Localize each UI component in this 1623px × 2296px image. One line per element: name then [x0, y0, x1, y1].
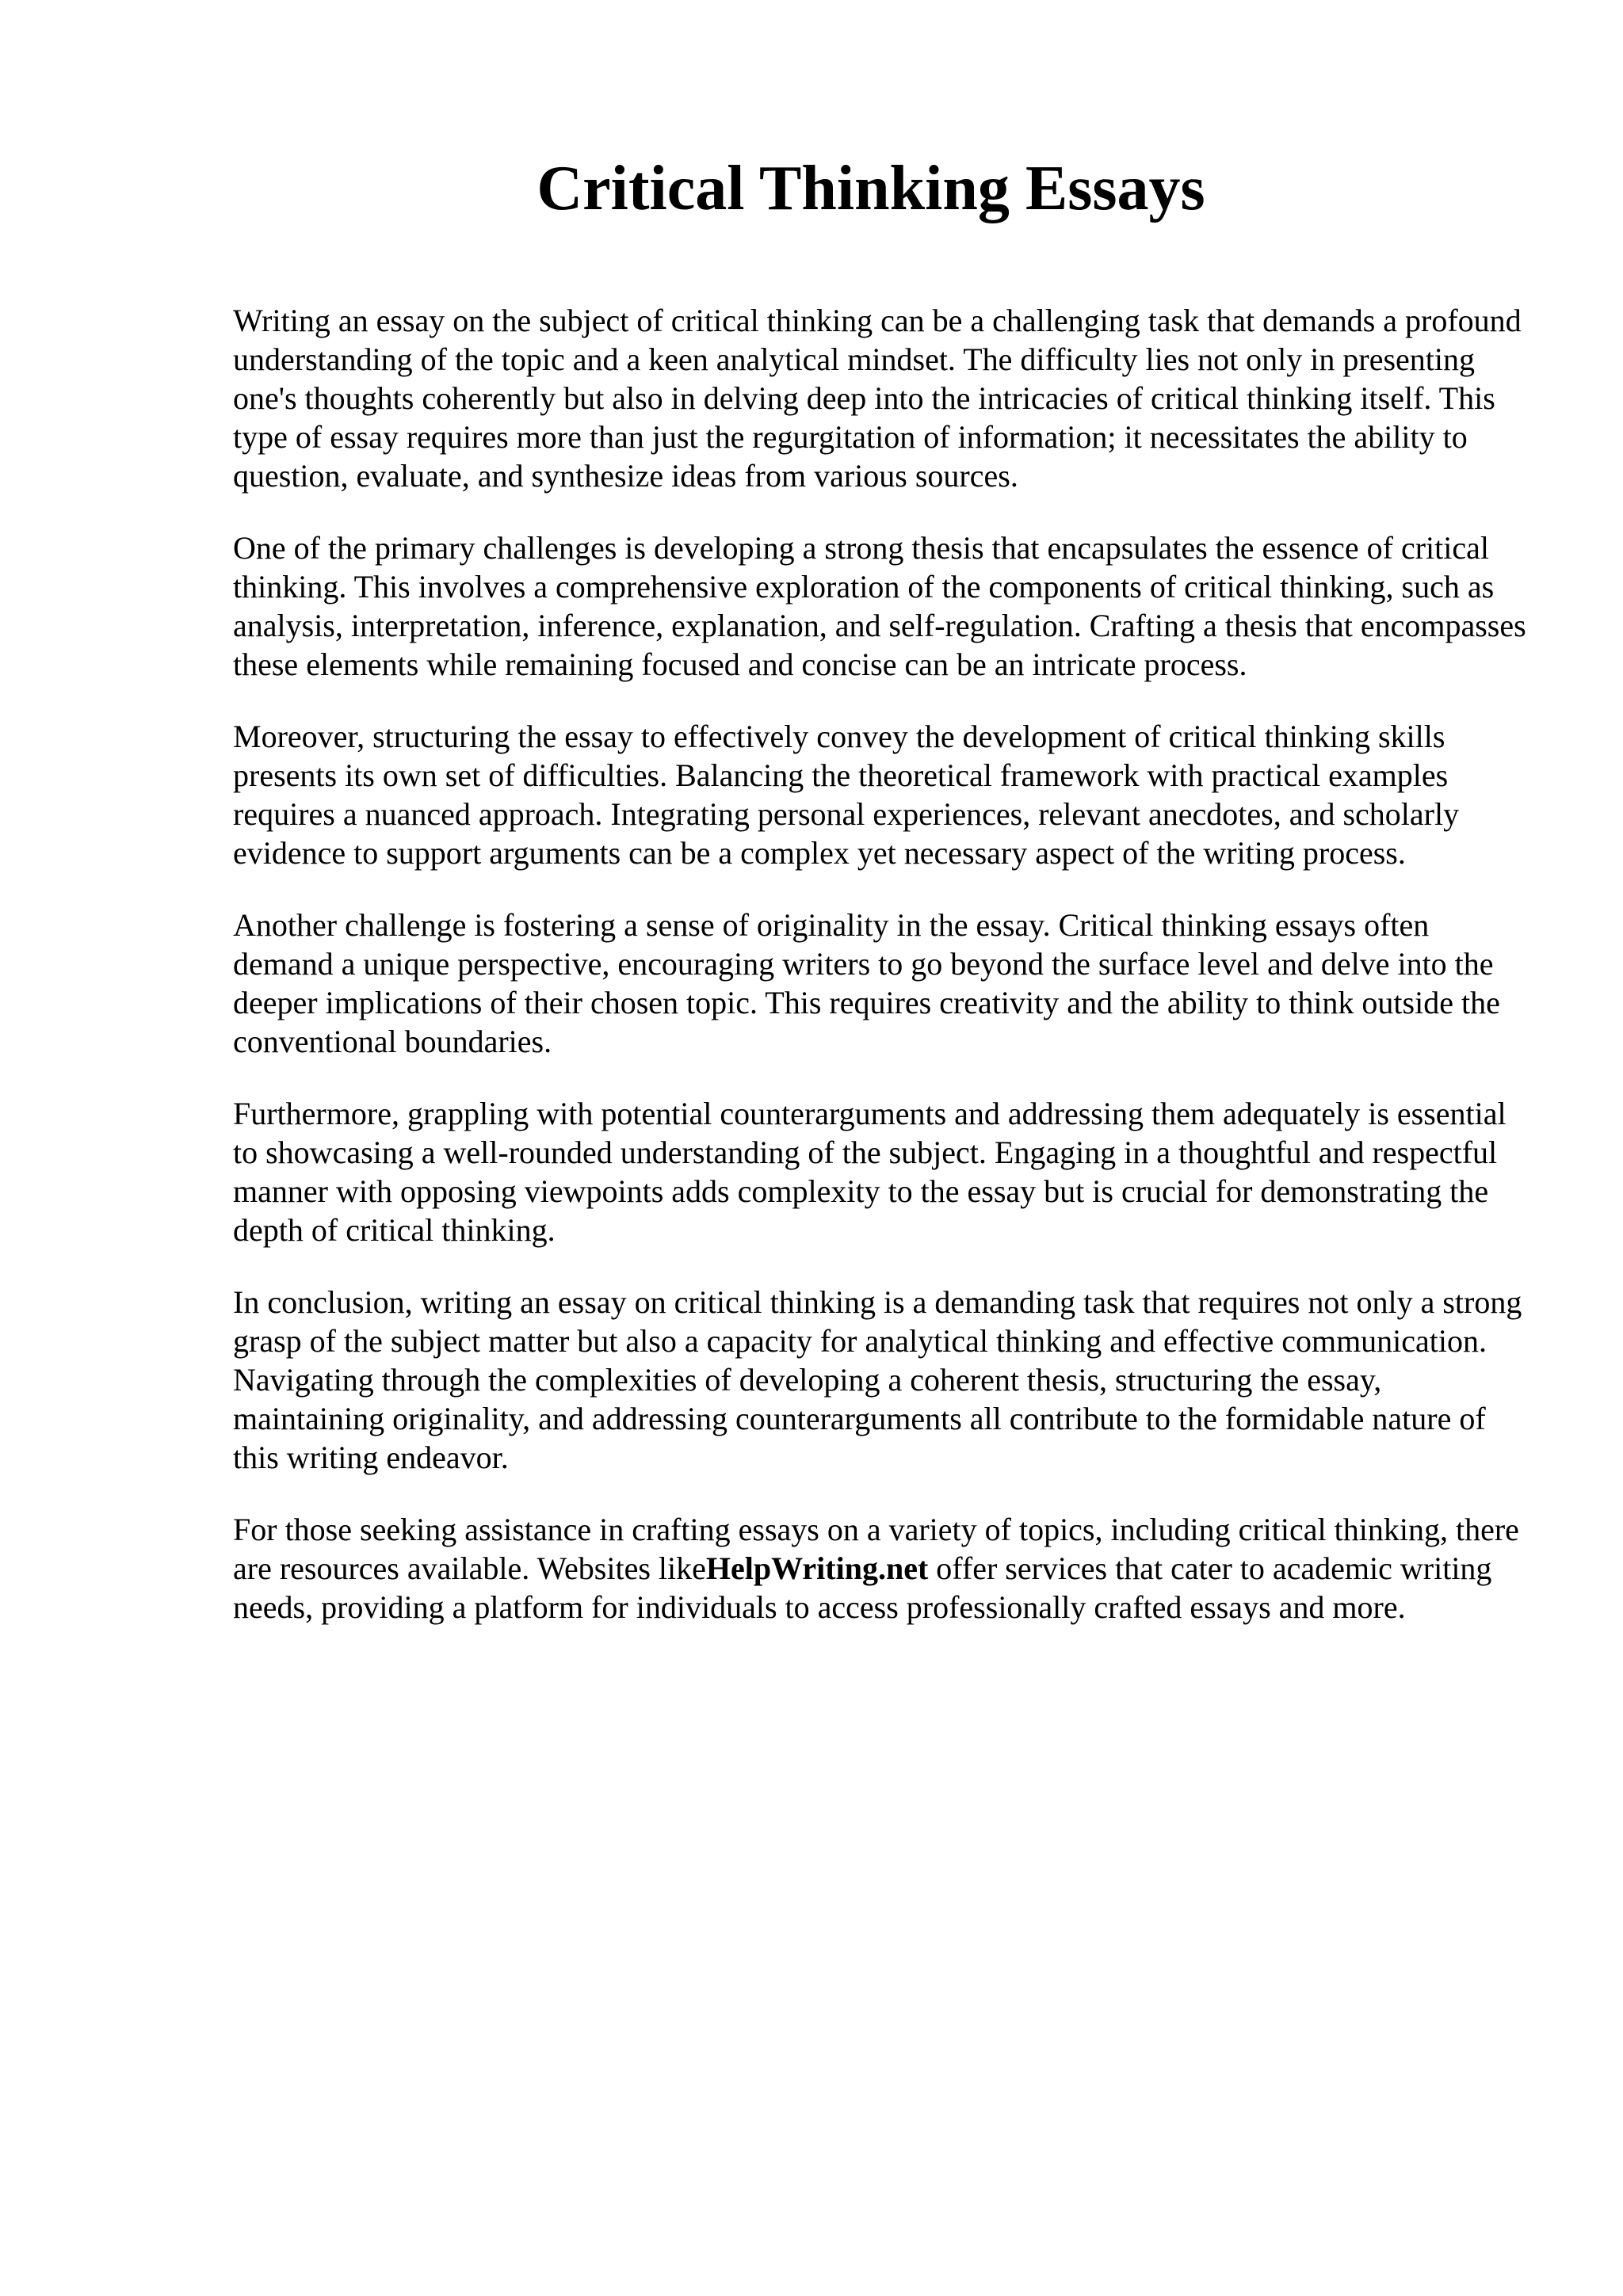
paragraph-3: Moreover, structuring the essay to effectively convey the development of critical thinking skills presents its own set of difficulties. Balancing the theoretical framework with practical examples requires a nuanced approach. Integrating personal experiences, relevant anecdotes, and scholarly evidence to support arguments can be a complex yet necessary aspect of the writing process.: [233, 719, 1460, 871]
essay-body: [233, 301, 1533, 1660]
helpwriting-link[interactable]: HelpWriting.net: [705, 1550, 929, 1586]
paragraph-5: Furthermore, grappling with potential counterarguments and addressing them adequately is essential to showcasing a well-rounded understanding of the subject. Engaging in a thoughtful and respectful manner with opposing viewpoints adds complexity to the essay but is crucial for demonstrating the depth of critical thinking.: [233, 1096, 1507, 1248]
closing-paragraph: [233, 1510, 1533, 1627]
page-title: Critical Thinking Essays: [537, 154, 1205, 223]
paragraph-6: In conclusion, writing an essay on critical thinking is a demanding task that requires not only a strong grasp of the subject matter but also a capacity for analytical thinking and effective communication. Navigating through the complexities of developing a coherent thesis, structuring the essay, maintaining originality, and addressing counterarguments all contribute to the formidable nature of this writing endeavor.: [233, 1284, 1522, 1475]
paragraph-4: Another challenge is fostering a sense of originality in the essay. Critical thinking essays often demand a unique perspective, encouraging writers to go beyond the surface level and delve into the deeper implications of their chosen topic. This requires creativity and the ability to think outside the conventional boundaries.: [233, 907, 1500, 1059]
closing-text-after-link: offer services that cater to academic writing needs, providing a platform for individuals to access professionally crafted essays and more.: [233, 1550, 1492, 1625]
closing-text-before-link: For those seeking assistance in crafting essays on a variety of topics, including critical thinking, there are resources available. Websites like: [233, 1512, 1519, 1586]
paragraph-2: One of the primary challenges is developing a strong thesis that encapsulates the essence of critical thinking. This involves a comprehensive exploration of the components of critical thinking, such as analysis, interpretation, inference, explanation, and self-regulation. Crafting a thesis that encompasses these elements while remaining focused and concise can be an intricate process.: [233, 530, 1526, 682]
paragraph-1: Writing an essay on the subject of critical thinking can be a challenging task that demands a profound understanding of the topic and a keen analytical mindset. The difficulty lies not only in presenting one's thoughts coherently but also in delving deep into the intricacies of critical thinking itself. This type of essay requires more than just the regurgitation of information; it necessitates the ability to question, evaluate, and synthesize ideas from various sources.: [233, 303, 1522, 494]
